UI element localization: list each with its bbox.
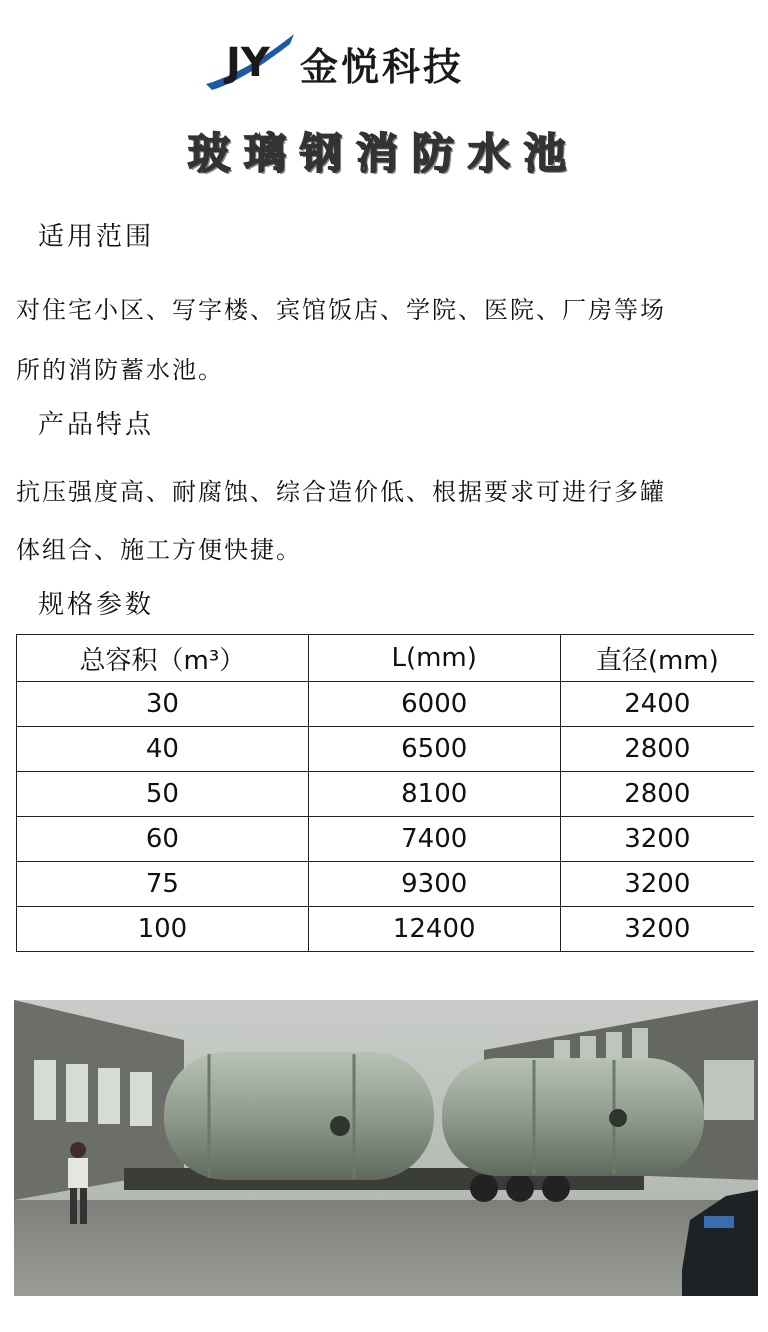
table-row [17, 772, 755, 817]
table-row [17, 727, 755, 772]
product-photo [14, 1000, 758, 1296]
cell-volume: 30 [17, 682, 309, 727]
company-name: 金悦科技 [300, 45, 465, 89]
table-row [17, 682, 755, 727]
cell-volume: 40 [17, 727, 309, 772]
table-header-row [17, 635, 755, 682]
cell-diameter: 3200 [560, 907, 754, 952]
section-heading-specs: 规格参数 [38, 590, 155, 620]
jy-logo-icon [204, 30, 296, 94]
column-header-diameter: 直径(mm) [560, 635, 754, 682]
cell-length: 8100 [308, 772, 560, 817]
cell-volume: 50 [17, 772, 309, 817]
scope-text-line-2: 所的消防蓄水池。 [16, 356, 224, 384]
svg-text:JY: JY [226, 40, 270, 86]
cell-length: 9300 [308, 862, 560, 907]
cell-length: 7400 [308, 817, 560, 862]
features-text-line-2: 体组合、施工方便快捷。 [16, 536, 302, 564]
section-heading-features: 产品特点 [38, 410, 155, 440]
cell-volume: 60 [17, 817, 309, 862]
section-heading-scope: 适用范围 [38, 222, 155, 252]
page-title: 玻璃钢消防水池 [187, 129, 580, 178]
tank-truck-photo [14, 1000, 758, 1296]
table-row [17, 862, 755, 907]
spec-table [16, 634, 754, 952]
cell-diameter: 3200 [560, 862, 754, 907]
scope-text-line-1: 对住宅小区、写字楼、宾馆饭店、学院、医院、厂房等场 [16, 296, 666, 324]
cell-length: 6500 [308, 727, 560, 772]
cell-volume: 100 [17, 907, 309, 952]
cell-diameter: 2400 [560, 682, 754, 727]
cell-diameter: 3200 [560, 817, 754, 862]
cell-diameter: 2800 [560, 772, 754, 817]
column-header-volume: 总容积（m³） [17, 635, 309, 682]
table-row [17, 907, 755, 952]
company-logo [204, 30, 524, 96]
cell-length: 6000 [308, 682, 560, 727]
cell-length: 12400 [308, 907, 560, 952]
cell-diameter: 2800 [560, 727, 754, 772]
table-row [17, 817, 755, 862]
column-header-length: L(mm) [308, 635, 560, 682]
cell-volume: 75 [17, 862, 309, 907]
features-text-line-1: 抗压强度高、耐腐蚀、综合造价低、根据要求可进行多罐 [16, 478, 666, 506]
